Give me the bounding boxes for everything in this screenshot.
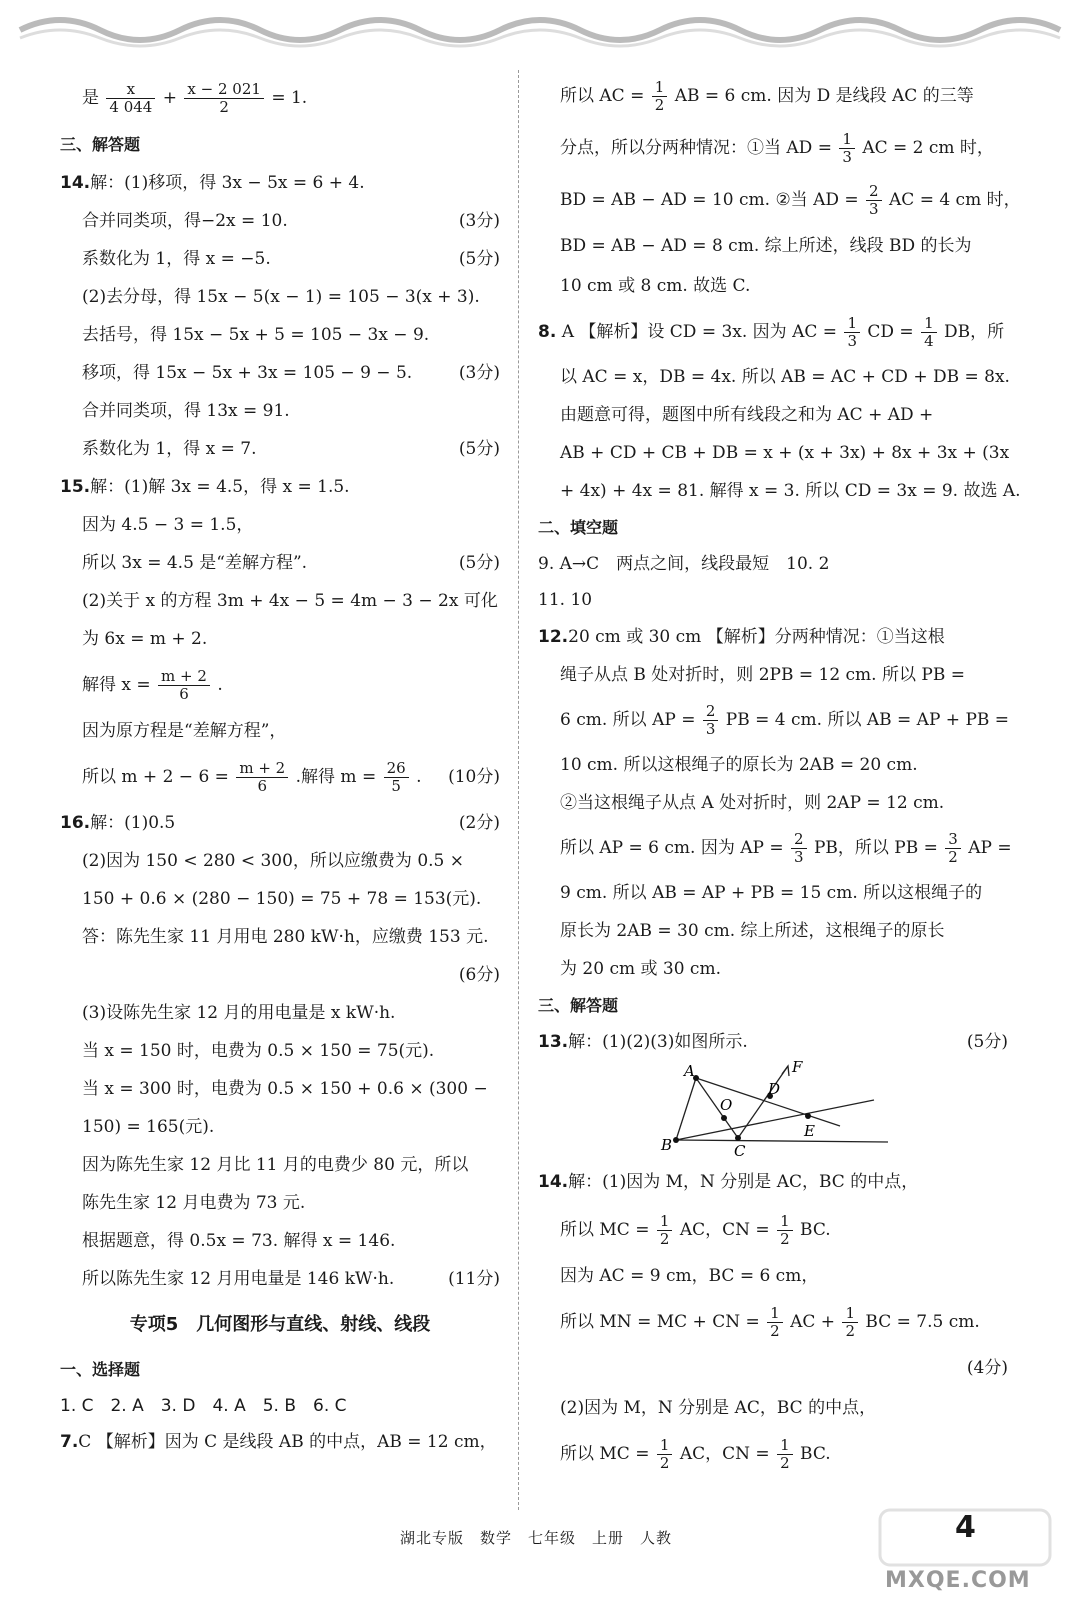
text: 所以陈先生家 12 月用电量是 146 kW·h. <box>82 1269 395 1289</box>
score-mark: (6分) <box>458 965 500 985</box>
answer-line: 以 AC = x，DB = 4x. 所以 AB = AC + CD + DB = 8x. <box>560 367 1010 387</box>
point-label-a: A <box>684 1062 695 1080</box>
denominator: 2 <box>219 98 229 116</box>
answer-line <box>60 164 500 202</box>
numerator: 2 <box>703 703 719 721</box>
section-heading: 二、填空题 <box>538 518 619 537</box>
answer-line: (3)设陈先生家 12 月的用电量是 x kW·h. <box>82 1003 396 1023</box>
denominator: 3 <box>794 848 804 866</box>
question-number: 15. <box>60 477 91 497</box>
answer-line <box>538 1160 1008 1204</box>
fraction <box>703 703 719 739</box>
left-column <box>60 70 500 1460</box>
numerator: 1 <box>921 315 937 333</box>
denominator: 4 <box>924 332 934 350</box>
text: AP = <box>968 838 1012 858</box>
numerator: 2 <box>866 183 882 201</box>
answer-line <box>60 468 500 506</box>
numerator: m + 2 <box>236 760 288 778</box>
numerator: 26 <box>384 760 409 778</box>
point-label-d: D <box>768 1080 781 1098</box>
answer-line <box>60 1260 500 1298</box>
answer-line: 为 6x = m + 2. <box>82 629 208 649</box>
answer-line <box>60 240 500 278</box>
watermark-text: MXQE.COM <box>885 1568 1031 1593</box>
right-column <box>538 70 1021 1480</box>
text: PB，所以 PB = <box>813 838 938 858</box>
score-mark: (10分) <box>448 767 500 787</box>
answer-line <box>60 658 500 712</box>
denominator: 5 <box>391 777 401 795</box>
point-label-e: E <box>804 1122 815 1140</box>
answer-line <box>538 1204 1008 1256</box>
answer-line: (2)因为 M，N 分别是 AC，BC 的中点， <box>560 1398 877 1418</box>
point-label-f: F <box>792 1060 803 1076</box>
answer-line <box>538 1296 1008 1348</box>
text: BC. <box>800 1444 831 1464</box>
denominator: 2 <box>948 848 958 866</box>
answer-line: 150 + 0.6 × (280 − 150) = 75 + 78 = 153(元). <box>82 889 482 909</box>
answer-line <box>538 694 1008 746</box>
text: 解：(1)解 3x = 4.5，得 x = 1.5. <box>90 477 350 497</box>
fraction <box>106 81 155 117</box>
section-title: 专项5 几何图形与直线、射线、线段 <box>129 1314 431 1335</box>
answer-line: 因为原方程是“差解方程”， <box>82 721 287 741</box>
numerator: 2 <box>791 831 807 849</box>
text: 所以 MC = <box>560 1444 650 1464</box>
numerator: 1 <box>842 1305 858 1323</box>
denominator: 6 <box>179 685 189 703</box>
text: 解：(1)(2)(3)如图所示. <box>568 1032 748 1052</box>
text: . <box>217 675 223 695</box>
text: + <box>162 88 178 108</box>
denominator: 2 <box>845 1322 855 1340</box>
answer-line: 10 cm 或 8 cm. 故选 C. <box>560 276 751 296</box>
numerator: 1 <box>844 315 860 333</box>
text: 是 <box>82 88 99 108</box>
question-number: 12. <box>538 627 569 647</box>
text: 分点，所以分两种情况：①当 AD = <box>560 138 832 158</box>
answer-line: 当 x = 150 时，电费为 0.5 × 150 = 75(元). <box>82 1041 435 1061</box>
answer-line: 因为 4.5 − 3 = 1.5， <box>82 515 254 535</box>
score-mark: (2分) <box>458 813 500 833</box>
answer-line: 当 x = 300 时，电费为 0.5 × 150 + 0.6 × (300 − <box>82 1079 488 1099</box>
answer-line <box>60 750 500 804</box>
text: AC = 2 cm 时， <box>862 138 994 158</box>
answer-line <box>60 202 500 240</box>
column-divider <box>518 70 519 1510</box>
answer-line <box>538 306 1008 358</box>
point-label-c: C <box>734 1142 746 1160</box>
answer-line <box>538 1428 1008 1480</box>
question-number: 16. <box>60 813 91 833</box>
answer-line: 9. A→C 两点之间，线段最短 10. 2 <box>538 554 830 574</box>
fraction <box>839 131 855 167</box>
answer-line: + 4x) + 4x = 81. 解得 x = 3. 所以 CD = 3x = 9. 故选 A. <box>560 481 1021 501</box>
answer-line: 合并同类项，得 13x = 91. <box>82 401 290 421</box>
denominator: 4 044 <box>109 98 153 116</box>
answer-line: 答：陈先生家 11 月用电 280 kW·h，应缴费 153 元. <box>82 927 489 947</box>
answer-line: 绳子从点 B 处对折时，则 2PB = 12 cm. 所以 PB = <box>560 665 965 685</box>
point-label-b: B <box>661 1136 673 1154</box>
text: C 【解析】因为 C 是线段 AB 的中点，AB = 12 cm， <box>78 1432 497 1452</box>
answer-line: 由题意可得，题图中所有线段之和为 AC + AD + <box>560 405 934 425</box>
text: 所以 MN = MC + CN = <box>560 1312 760 1332</box>
answer-line: (2)因为 150 < 280 < 300，所以应缴费为 0.5 × <box>82 851 465 871</box>
text: = 1. <box>271 88 308 108</box>
answer-line: 因为陈先生家 12 月比 11 月的电费少 80 元，所以 <box>82 1155 469 1175</box>
denominator: 2 <box>659 1454 670 1472</box>
fraction <box>844 315 860 351</box>
text: 解得 x = <box>82 675 151 695</box>
fraction <box>652 79 668 115</box>
answer-line: 10 cm. 所以这根绳子的原长为 2AB = 20 cm. <box>560 755 918 775</box>
fraction <box>777 1213 793 1249</box>
answer-line <box>538 822 1012 874</box>
numerator: 1 <box>777 1437 793 1455</box>
question-number: 14. <box>538 1172 569 1192</box>
answer-line <box>538 618 1008 656</box>
denominator: 6 <box>257 777 268 795</box>
text: 20 cm 或 30 cm 【解析】分两种情况：①当这根 <box>568 627 945 647</box>
numerator: 1 <box>657 1437 673 1455</box>
numerator: 1 <box>767 1305 783 1323</box>
answer-line: 因为 AC = 9 cm，BC = 6 cm， <box>560 1266 819 1286</box>
score-mark: (5分) <box>966 1032 1008 1052</box>
answer-line: 根据题意，得 0.5x = 73. 解得 x = 146. <box>82 1231 396 1251</box>
answer-line: 1. C 2. A 3. D 4. A 5. B 6. C <box>60 1396 347 1416</box>
numerator: m + 2 <box>158 668 210 686</box>
denominator: 2 <box>659 1230 670 1248</box>
numerator: x <box>106 81 155 99</box>
text: AC，CN = <box>679 1444 770 1464</box>
text: BC. <box>800 1220 831 1240</box>
text: . <box>416 767 422 787</box>
answer-line: (2)去分母，得 15x − 5(x − 1) = 105 − 3(x + 3). <box>82 287 480 307</box>
answer-line <box>60 544 500 582</box>
answer-line: 9 cm. 所以 AB = AP + PB = 15 cm. 所以这根绳子的 <box>560 883 983 903</box>
fraction <box>777 1437 793 1473</box>
fraction <box>236 760 288 796</box>
answer-line <box>60 354 500 392</box>
answer-line <box>60 430 500 468</box>
text: 所以 3x = 4.5 是“差解方程”. <box>82 553 308 573</box>
score-mark: (5分) <box>458 439 500 459</box>
denominator: 2 <box>780 1454 790 1472</box>
answer-line <box>60 70 500 126</box>
numerator: 3 <box>945 831 961 849</box>
answer-line <box>538 1348 1008 1388</box>
numerator: x − 2 021 <box>184 81 264 99</box>
section-heading: 三、解答题 <box>60 135 141 154</box>
answer-line <box>538 122 1008 174</box>
answer-line: 150) = 165(元). <box>82 1117 215 1137</box>
text: BD = AB − AD = 10 cm. ②当 AD = <box>560 190 859 210</box>
score-mark: (4分) <box>966 1358 1008 1378</box>
decorative-top-border <box>0 0 1072 48</box>
text: 所以 MC = <box>560 1220 650 1240</box>
fraction <box>791 831 807 867</box>
fraction <box>384 760 409 796</box>
page-number: 4 <box>955 1510 976 1545</box>
score-mark: (3分) <box>458 363 500 383</box>
question-number: 13. <box>538 1032 569 1052</box>
text: 所以 m + 2 − 6 = <box>82 767 229 787</box>
answer-line <box>538 1024 1008 1060</box>
answer-line: 11. 10 <box>538 590 593 610</box>
text: 6 cm. 所以 AP = <box>560 710 696 730</box>
score-mark: (3分) <box>458 211 500 231</box>
answer-line: (2)关于 x 的方程 3m + 4x − 5 = 4m − 3 − 2x 可化 <box>82 591 498 611</box>
numerator: 1 <box>652 79 668 97</box>
text: AC，CN = <box>679 1220 770 1240</box>
score-mark: (11分) <box>448 1269 500 1289</box>
fraction <box>184 81 264 117</box>
question-number: 7. <box>60 1432 79 1452</box>
answer-line: BD = AB − AD = 8 cm. 综上所述，线段 BD 的长为 <box>560 236 972 256</box>
fraction <box>945 831 961 867</box>
denominator: 2 <box>780 1230 790 1248</box>
text: 解：(1)因为 M，N 分别是 AC，BC 的中点， <box>568 1172 919 1192</box>
section-heading: 一、选择题 <box>60 1360 141 1379</box>
geometry-figure <box>658 1060 898 1160</box>
fraction <box>657 1437 673 1473</box>
denominator: 3 <box>842 148 852 166</box>
answer-line <box>60 804 500 842</box>
page-footer: 湖北专版 数学 七年级 上册 人教 <box>399 1529 672 1547</box>
answer-line <box>60 956 500 994</box>
denominator: 3 <box>705 720 716 738</box>
numerator: 1 <box>657 1213 673 1231</box>
answer-line: 去括号，得 15x − 5x + 5 = 105 − 3x − 9. <box>82 325 430 345</box>
fraction <box>866 183 882 219</box>
text: .解得 m = <box>295 767 377 787</box>
text: 系数化为 1，得 x = −5. <box>82 249 271 269</box>
text: AC + <box>790 1312 836 1332</box>
question-number: 8. <box>538 322 557 342</box>
text: 所以 AP = 6 cm. 因为 AP = <box>560 838 784 858</box>
text: PB = 4 cm. 所以 AB = AP + PB = <box>725 710 1010 730</box>
text: 系数化为 1，得 x = 7. <box>82 439 257 459</box>
text: AB = 6 cm. 因为 D 是线段 AC 的三等 <box>674 86 974 106</box>
fraction <box>657 1213 673 1249</box>
denominator: 2 <box>654 96 665 114</box>
denominator: 2 <box>770 1322 780 1340</box>
fraction <box>767 1305 783 1341</box>
answer-line <box>538 70 1008 122</box>
text: 合并同类项，得−2x = 10. <box>82 211 288 231</box>
fraction <box>921 315 937 351</box>
answer-line: AB + CD + CB + DB = x + (x + 3x) + 8x + 3x + (3x <box>560 443 1010 463</box>
denominator: 3 <box>847 332 857 350</box>
text: BC = 7.5 cm. <box>865 1312 980 1332</box>
text: A 【解析】设 CD = 3x. 因为 AC = <box>561 322 838 342</box>
fraction <box>842 1305 858 1341</box>
answer-line <box>60 1424 500 1460</box>
text: 解：(1)0.5 <box>90 813 176 833</box>
answer-line: 为 20 cm 或 30 cm. <box>560 959 721 979</box>
answer-line <box>538 174 1021 226</box>
score-mark: (5分) <box>458 553 500 573</box>
section-heading: 三、解答题 <box>538 996 619 1015</box>
numerator: 1 <box>777 1213 793 1231</box>
answer-line: 陈先生家 12 月电费为 73 元. <box>82 1193 306 1213</box>
question-number: 14. <box>60 173 91 193</box>
fraction <box>158 668 210 704</box>
numerator: 1 <box>839 131 855 149</box>
denominator: 3 <box>869 200 879 218</box>
text: 所以 AC = <box>560 86 645 106</box>
answer-line: 原长为 2AB = 30 cm. 综上所述，这根绳子的原长 <box>560 921 945 941</box>
text: 移项，得 15x − 5x + 3x = 105 − 9 − 5. <box>82 363 413 383</box>
score-mark: (5分) <box>458 249 500 269</box>
text: 解：(1)移项，得 3x − 5x = 6 + 4. <box>90 173 365 193</box>
point-label-o: O <box>720 1096 733 1114</box>
text: CD = <box>867 322 914 342</box>
text: AC = 4 cm 时， <box>889 190 1021 210</box>
answer-line: ②当这根绳子从点 A 处对折时，则 2AP = 12 cm. <box>560 793 945 813</box>
text: DB，所 <box>944 322 1005 342</box>
